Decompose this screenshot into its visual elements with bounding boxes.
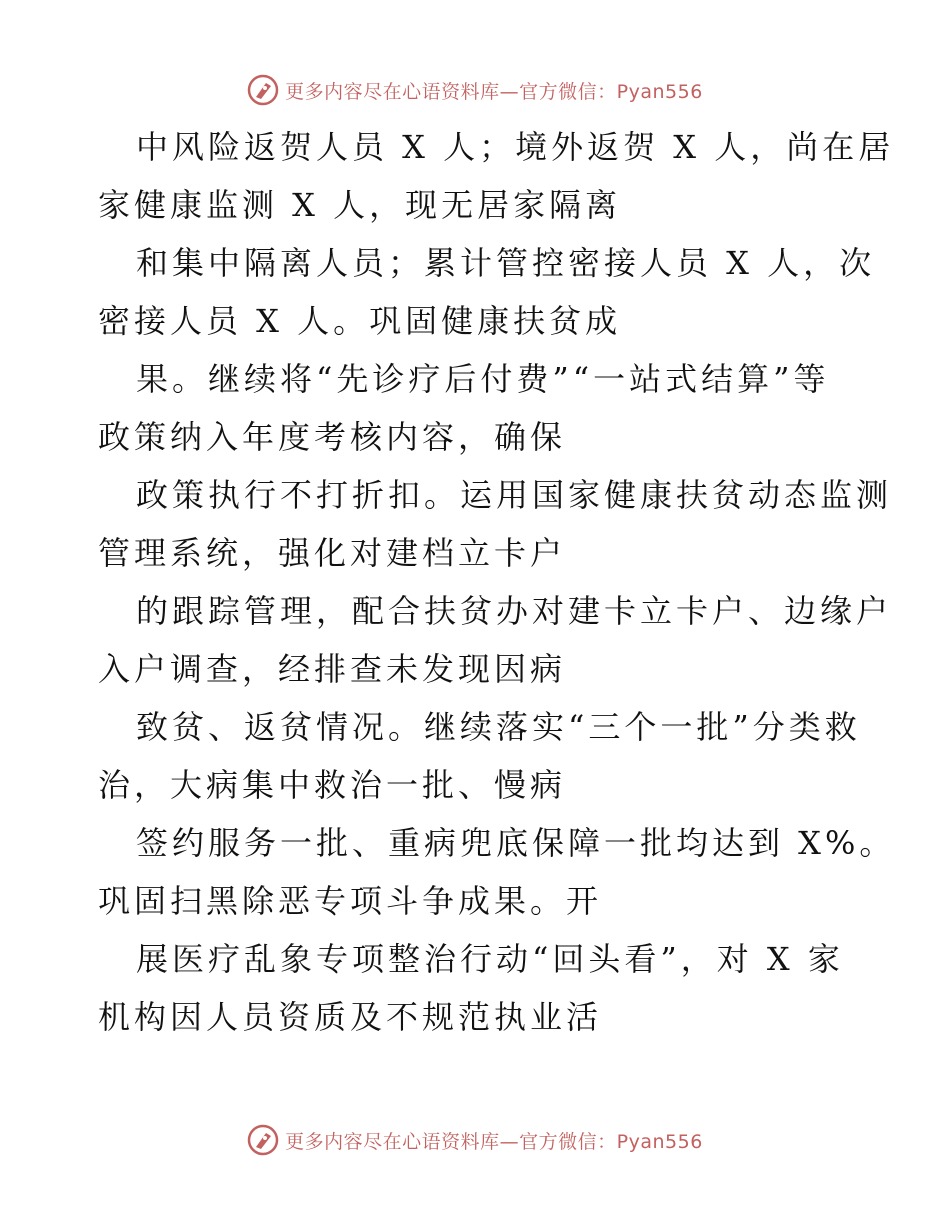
text-line: 展医疗乱象专项整治行动“回头看”，对 X 家 — [136, 940, 844, 978]
paragraph — [98, 234, 876, 350]
text-line: 和集中隔离人员；累计管控密接人员 X 人，次 — [136, 244, 876, 282]
text-line: 机构因人员资质及不规范执业活 — [98, 998, 603, 1036]
text-line: 致贫、返贫情况。继续落实“三个一批”分类救 — [136, 708, 861, 746]
pen-nib-icon — [247, 74, 279, 106]
header-watermark — [0, 70, 950, 110]
paragraph — [98, 930, 858, 1046]
pen-nib-icon — [247, 1124, 279, 1156]
text-line: 政策执行不打折扣。运用国家健康扶贫动态监测 — [136, 476, 893, 514]
paragraph — [98, 582, 893, 698]
text-line: 治，大病集中救治一批、慢病 — [98, 766, 567, 804]
watermark-text: 更多内容尽在心语资料库—官方微信：Pyan556 — [285, 1130, 703, 1153]
document-body — [98, 118, 896, 1046]
text-line: 签约服务一批、重病兜底保障一批均达到 X%。 — [136, 824, 896, 862]
paragraph — [98, 350, 858, 466]
paragraph — [98, 698, 861, 814]
text-line: 巩固扫黑除恶专项斗争成果。开 — [98, 882, 603, 920]
watermark-text: 更多内容尽在心语资料库—官方微信：Pyan556 — [285, 80, 703, 103]
text-line: 管理系统，强化对建档立卡户 — [98, 534, 567, 572]
text-line: 果。继续将“先诊疗后付费”“一站式结算”等 — [136, 360, 830, 398]
text-line: 中风险返贺人员 X 人；境外返贺 X 人，尚在居 — [136, 128, 895, 166]
text-line: 政策纳入年度考核内容，确保 — [98, 418, 567, 456]
text-line: 家健康监测 X 人，现无居家隔离 — [98, 186, 622, 224]
paragraph — [98, 814, 896, 930]
paragraph — [98, 118, 895, 234]
text-line: 的跟踪管理，配合扶贫办对建卡立卡户、边缘户 — [136, 592, 893, 630]
footer-watermark — [0, 1120, 950, 1160]
text-line: 入户调查，经排查未发现因病 — [98, 650, 567, 688]
text-line: 密接人员 X 人。巩固健康扶贫成 — [98, 302, 622, 340]
paragraph — [98, 466, 893, 582]
